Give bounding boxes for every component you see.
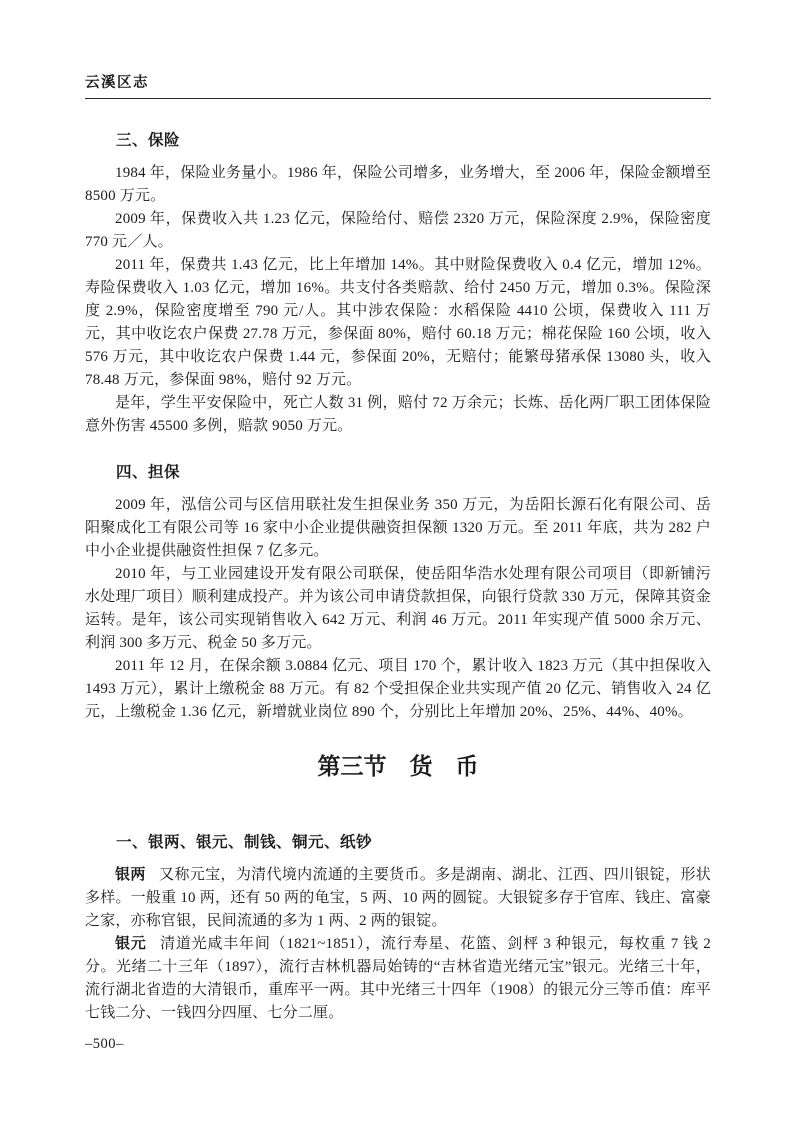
paragraph-guarantee-2010: 2010 年，与工业园建设开发有限公司联保，使岳阳华浩水处理有限公司项目（即新铺污水处理厂项目）顺利建成投产。并为该公司申请贷款担保，向银行贷款 330 万元，保障其资金运转。是年，该公司实现销售收入 642 万元、利润 46 万元。2011 年实现产值 5000 余万元、利润 300 多万元、税金 50 多万元。: [85, 566, 711, 651]
page-body: [85, 120, 711, 1025]
chapter-title-currency: 第三节 货 币: [317, 753, 479, 779]
subsection-heading-currency-types: 一、银两、银元、制钱、铜元、纸钞: [116, 834, 373, 851]
entry-term-silver-dollar: 银元: [115, 936, 147, 952]
paragraph-insurance-2009: 2009 年，保费收入共 1.23 亿元，保险给付、赔偿 2320 万元，保险深度 2.9%，保险密度 770 元／人。: [85, 211, 711, 250]
header-rule: [85, 98, 711, 99]
section-heading-guarantee: 四、担保: [116, 464, 181, 481]
paragraph-guarantee-2011: 2011 年 12 月，在保余额 3.0884 亿元、项目 170 个，累计收入 1823 万元（其中担保收入 1493 万元），累计上缴税金 88 万元。有 82 个受担保企业共实现产值 20 亿元、销售收入 24 亿元，上缴税金 1.36 亿元，新增就业岗位 890 个，分别比上年增加 20%、25%、44%、40%。: [85, 658, 711, 720]
entry-text-silver-tael: 又称元宝，为清代境内流通的主要货币。多是湖南、湖北、江西、四川银锭，形状多样。一般重 10 两，还有 50 两的龟宝，5 两、10 两的圆锭。大银锭多存于官库、钱庄、富豪之家，亦称官银，民间流通的多为 1 两、2 两的银锭。: [85, 867, 711, 929]
paragraph-insurance-student: 是年，学生平安保险中，死亡人数 31 例，赔付 72 万余元；长炼、岳化两厂职工团体保险意外伤害 45500 多例，赔款 9050 万元。: [85, 395, 711, 434]
paragraph-guarantee-2009: 2009 年，泓信公司与区信用联社发生担保业务 350 万元，为岳阳长源石化有限公司、岳阳聚成化工有限公司等 16 家中小企业提供融资担保额 1320 万元。至 2011 年底，共为 282 户中小企业提供融资性担保 7 亿多元。: [85, 497, 711, 559]
entry-silver-tael: [85, 864, 711, 933]
entry-text-silver-dollar: 清道光咸丰年间（1821~1851），流行寿星、花篮、剑枰 3 种银元，每枚重 7 钱 2 分。光绪二十三年（1897），流行吉林机器局始铸的“吉林省造光绪元宝”银元。光绪三十年，流行湖北省造的大清银币，重库平一两。其中光绪三十四年（1908）的银元分三等币值：库平七钱二分、一钱四分四厘、七分二厘。: [85, 936, 712, 1021]
entry-silver-dollar: [85, 933, 711, 1025]
paragraph-insurance-2011: 2011 年，保费共 1.43 亿元，比上年增加 14%。其中财险保费收入 0.4 亿元，增加 12%。寿险保费收入 1.03 亿元，增加 16%。共支付各类赔款、给付 2450 万元，增加 0.3%。保险深度 2.9%，保险密度增至 790 元/人。其中涉农保险：水稻保险 4410 公顷，保费收入 111 万元，其中收讫农户保费 27.78 万元，参保面 80%，赔付 60.18 万元；棉花保险 160 公顷，收入 576 万元，其中收讫农户保费 1.44 元，参保面 20%，无赔付；能繁母猪承保 13080 头，收入 78.48 万元，参保面 98%，赔付 92 万元。: [85, 257, 711, 388]
section-heading-insurance: 三、保险: [116, 132, 181, 149]
page-number: –500–: [85, 1036, 124, 1052]
paragraph-insurance-1984: 1984 年，保险业务量小。1986 年，保险公司增多，业务增大，至 2006 年，保险金额增至 8500 万元。: [85, 165, 711, 204]
entry-term-silver-tael: 银两: [115, 867, 146, 883]
running-header: 云溪区志: [85, 75, 149, 91]
